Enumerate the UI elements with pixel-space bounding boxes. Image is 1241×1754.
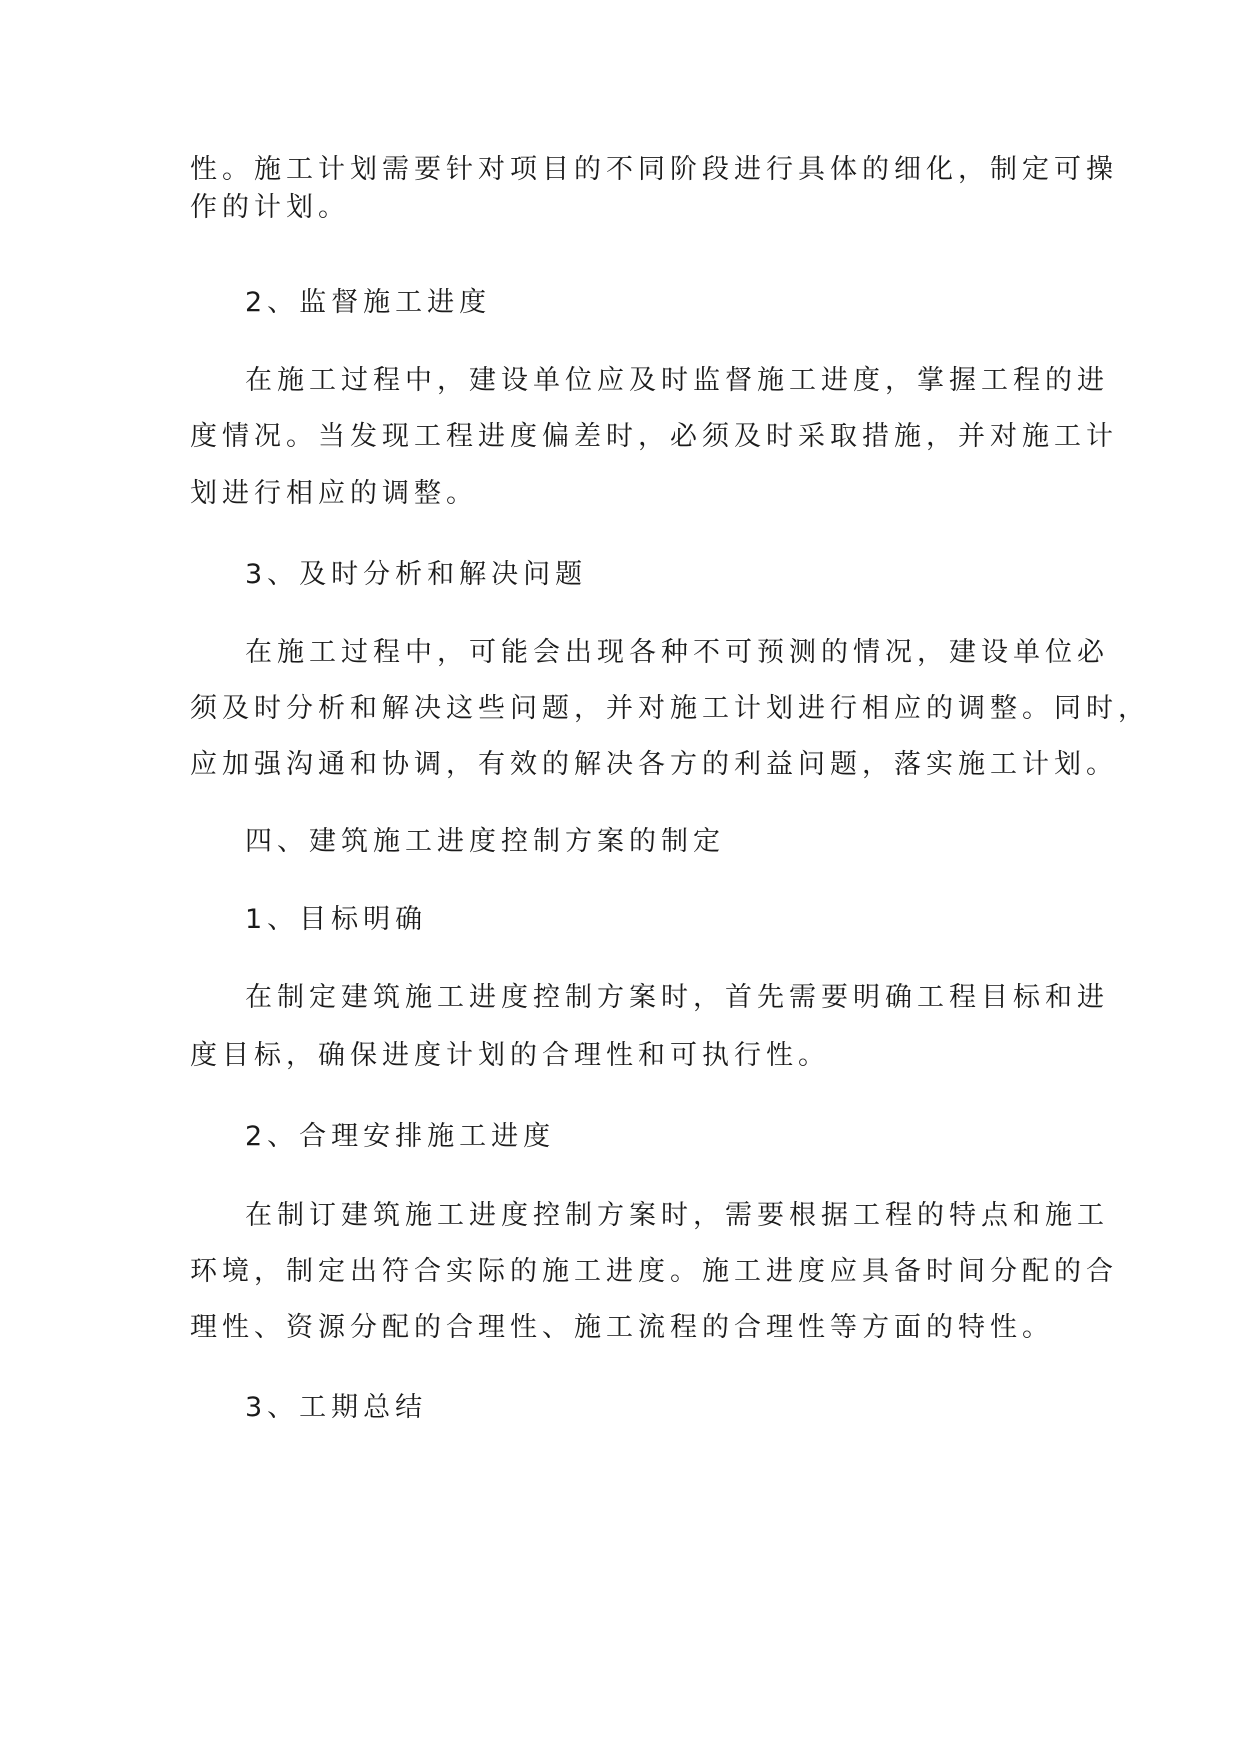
- section-heading: 2、合理安排施工进度: [245, 1121, 556, 1152]
- paragraph-line: 在施工过程中，可能会出现各种不可预测的情况，建设单位必: [245, 637, 1109, 668]
- paragraph-line: 划进行相应的调整。: [190, 478, 478, 509]
- paragraph-line: 在制订建筑施工进度控制方案时，需要根据工程的特点和施工: [245, 1200, 1109, 1231]
- section-heading: 2、监督施工进度: [245, 287, 492, 318]
- paragraph-line: 在施工过程中，建设单位应及时监督施工进度，掌握工程的进: [245, 365, 1109, 396]
- paragraph-line: 性。施工计划需要针对项目的不同阶段进行具体的细化，制定可操: [190, 154, 1118, 185]
- paragraph-line: 作的计划。: [190, 192, 350, 223]
- paragraph-line: 理性、资源分配的合理性、施工流程的合理性等方面的特性。: [190, 1312, 1054, 1343]
- paragraph-line: 环境，制定出符合实际的施工进度。施工进度应具备时间分配的合: [190, 1256, 1118, 1287]
- chapter-heading: 四、建筑施工进度控制方案的制定: [245, 826, 725, 857]
- section-heading: 3、工期总结: [245, 1392, 428, 1423]
- section-heading: 1、目标明确: [245, 904, 428, 935]
- section-heading: 3、及时分析和解决问题: [245, 559, 588, 590]
- paragraph-line: 须及时分析和解决这些问题，并对施工计划进行相应的调整。同时，: [190, 693, 1150, 724]
- paragraph-line: 应加强沟通和协调，有效的解决各方的利益问题，落实施工计划。: [190, 749, 1118, 780]
- paragraph-line: 度目标，确保进度计划的合理性和可执行性。: [190, 1040, 830, 1071]
- paragraph-line: 度情况。当发现工程进度偏差时，必须及时采取措施，并对施工计: [190, 421, 1118, 452]
- paragraph-line: 在制定建筑施工进度控制方案时，首先需要明确工程目标和进: [245, 982, 1109, 1013]
